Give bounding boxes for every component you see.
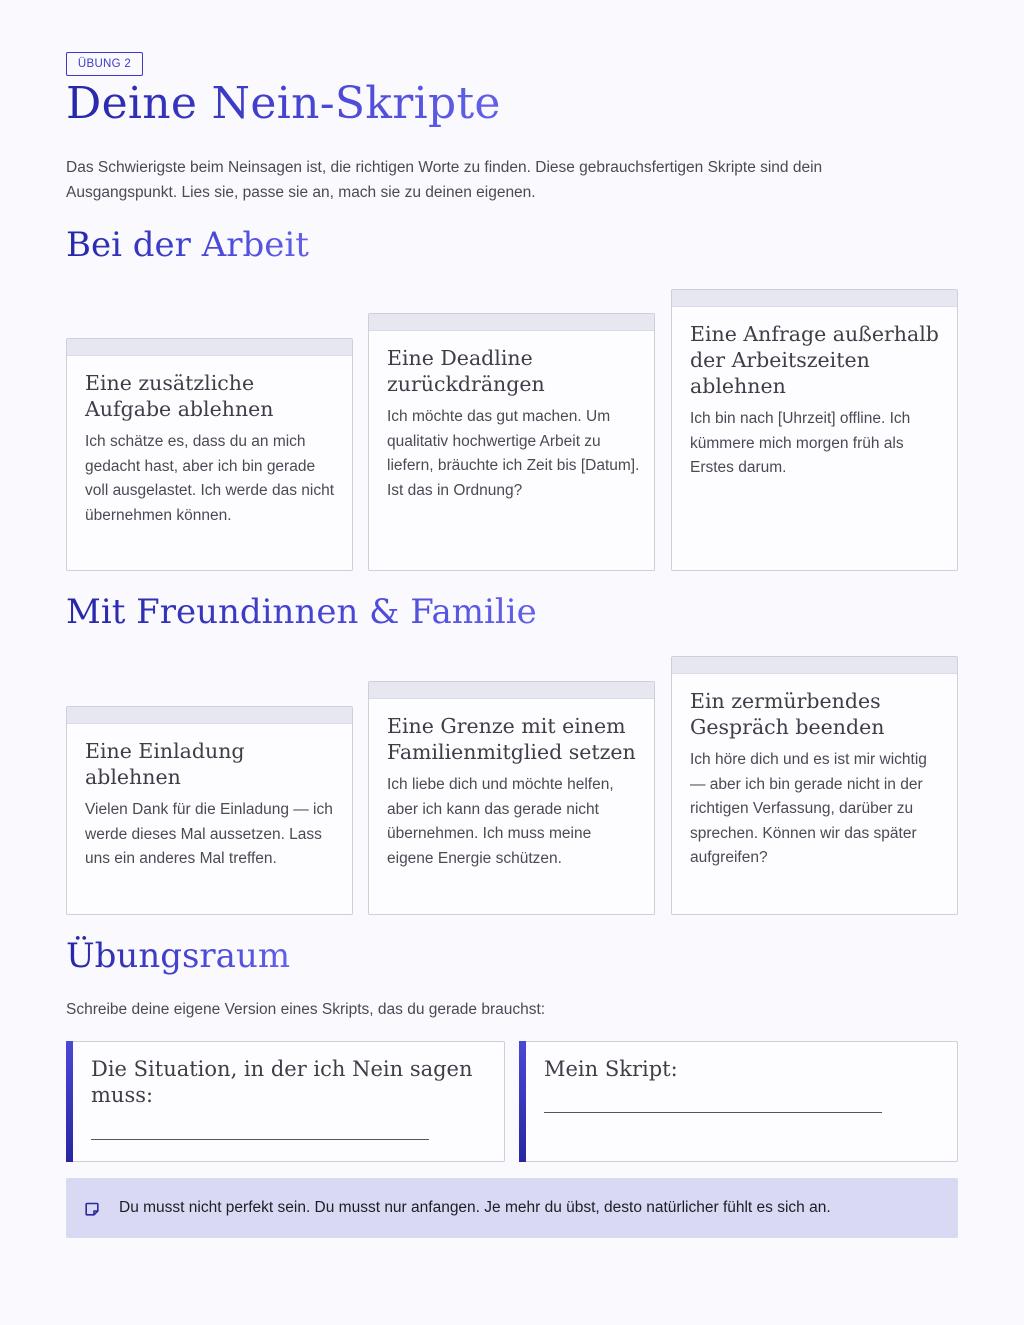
card-header-strip — [369, 314, 654, 331]
card-text: Ich höre dich und es ist mir wichtig — aber ich bin gerade nicht in der richtigen Verfassung, darüber zu sprechen. Können wir das später aufgreifen? — [690, 751, 927, 866]
card-header-strip — [672, 657, 957, 674]
card-title: Ein zermürbendes Gespräch beenden — [690, 689, 885, 739]
script-card — [368, 681, 655, 915]
script-card — [671, 289, 958, 571]
card-title: Eine Anfrage außerhalb der Arbeitszeiten ablehnen — [690, 322, 939, 398]
card-header-strip — [67, 339, 352, 356]
script-write-line[interactable] — [544, 1112, 882, 1113]
exercise-badge: ÜBUNG 2 — [66, 52, 143, 76]
situation-write-line[interactable] — [91, 1139, 429, 1140]
card-header-strip — [369, 682, 654, 699]
page-title: Deine Nein-Skripte — [66, 78, 501, 129]
intro-text: Das Schwierigste beim Neinsagen ist, die richtigen Worte zu finden. Diese gebrauchsfertigen Skripte sind dein Ausgangspunkt. Lies sie, passe sie an, mach sie zu deinen eigenen. — [66, 159, 823, 201]
card-text: Ich bin nach [Uhrzeit] offline. Ich kümmere mich morgen früh als Erstes darum. — [690, 410, 911, 476]
situation-label: Die Situation, in der ich Nein sagen muss: — [91, 1057, 473, 1107]
note-icon — [85, 1201, 99, 1215]
note-text: Du musst nicht perfekt sein. Du musst nur anfangen. Je mehr du übst, desto natürlicher fühlt es sich an. — [119, 1199, 831, 1216]
card-title: Eine Deadline zurückdrängen — [387, 346, 545, 396]
card-header-strip — [67, 707, 352, 724]
card-text: Vielen Dank für die Einladung — ich werde dieses Mal aussetzen. Lass uns ein anderes Mal treffen. — [85, 801, 333, 867]
card-title: Eine Einladung ablehnen — [85, 739, 245, 789]
script-box — [519, 1041, 958, 1162]
section-heading-family: Mit Freundinnen & Familie — [66, 592, 537, 632]
section-heading-work: Bei der Arbeit — [66, 225, 309, 265]
card-text: Ich schätze es, dass du an mich gedacht hast, aber ich bin gerade voll ausgelastet. Ich werde das nicht übernehmen können. — [85, 433, 334, 524]
script-label: Mein Skript: — [544, 1057, 678, 1081]
practice-lead: Schreibe deine eigene Version eines Skripts, das du gerade brauchst: — [66, 1001, 546, 1018]
script-card — [66, 706, 353, 915]
accent-bar — [519, 1041, 526, 1162]
card-title: Eine zusätzliche Aufgabe ablehnen — [85, 371, 274, 421]
card-header-strip — [672, 290, 957, 307]
script-card — [66, 338, 353, 571]
accent-bar — [66, 1041, 73, 1162]
script-card — [368, 313, 655, 571]
card-text: Ich möchte das gut machen. Um qualitativ hochwertige Arbeit zu liefern, bräuchte ich Zeit bis [Datum]. Ist das in Ordnung? — [387, 408, 640, 499]
situation-box — [66, 1041, 505, 1162]
card-title: Eine Grenze mit einem Familienmitglied setzen — [387, 714, 636, 764]
card-text: Ich liebe dich und möchte helfen, aber ich kann das gerade nicht übernehmen. Ich muss meine eigene Energie schützen. — [387, 776, 614, 867]
tip-note — [66, 1178, 958, 1238]
script-card — [671, 656, 958, 915]
section-heading-practice: Übungsraum — [66, 936, 291, 976]
